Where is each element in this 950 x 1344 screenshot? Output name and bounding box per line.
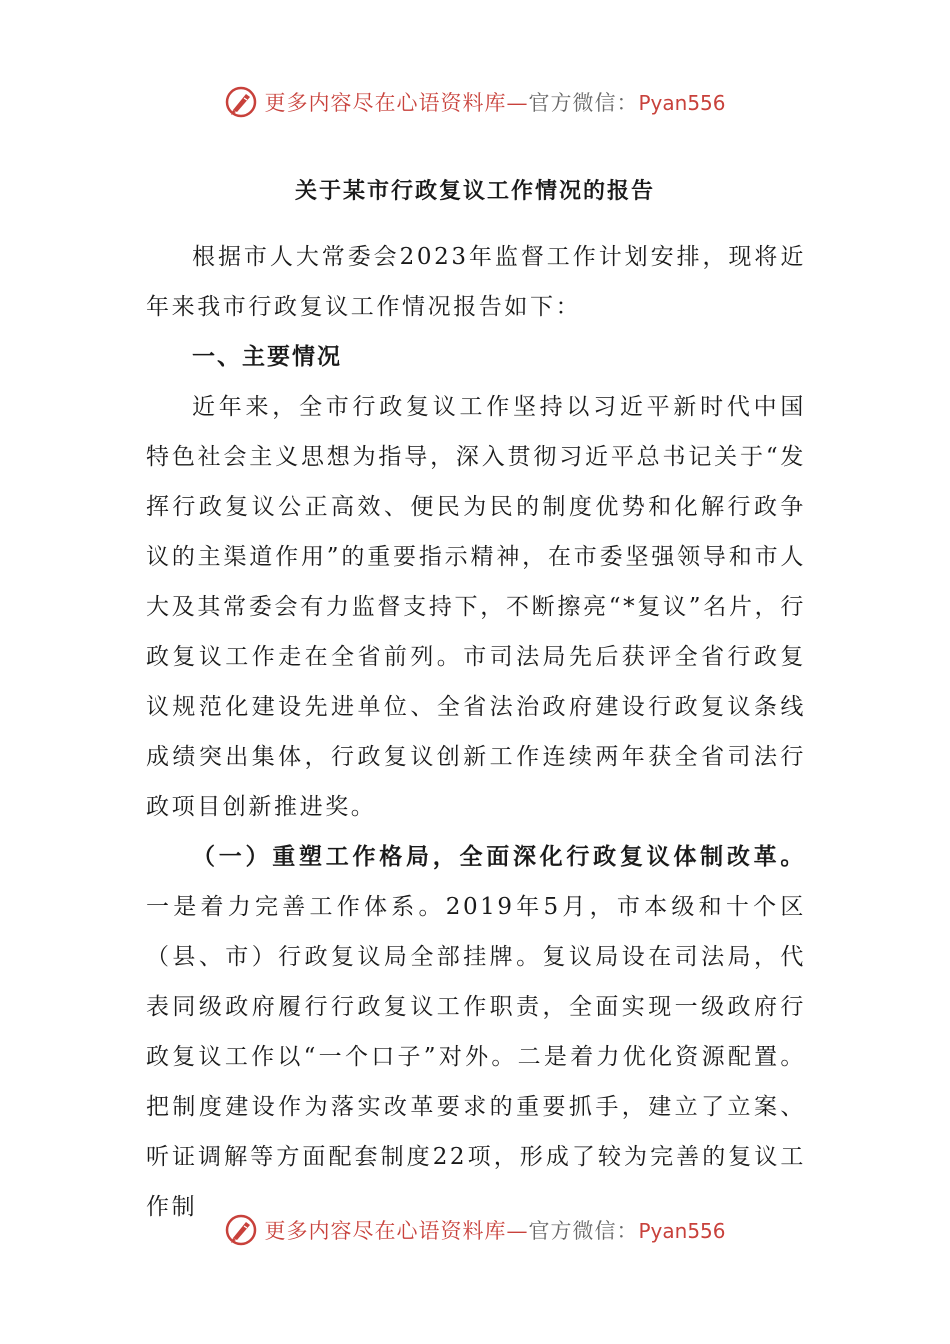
banner-wechat-label: 官方微信： bbox=[528, 1219, 639, 1243]
subsection-paragraph bbox=[146, 832, 806, 1232]
header-banner bbox=[0, 82, 950, 122]
banner-text bbox=[264, 87, 725, 117]
section-paragraph: 近年来，全市行政复议工作坚持以习近平新时代中国特色社会主义思想为指导，深入贯彻习近平总书记关于“发挥行政复议公正高效、便民为民的制度优势和化解行政争议的主渠道作用”的重要指示精神，在市委坚强领导和市人大及其常委会有力监督支持下，不断擦亮“*复议”名片，行政复议工作走在全省前列。市司法局先后获评全省行政复议规范化建设先进单位、全省法治政府建设行政复议条线成绩突出集体，行政复议创新工作连续两年获全省司法行政项目创新推进奖。 bbox=[146, 394, 806, 820]
intro-paragraph: 根据市人大常委会2023年监督工作计划安排，现将近年来我市行政复议工作情况报告如下： bbox=[146, 244, 806, 320]
document-body bbox=[146, 232, 806, 1232]
banner-slogan: 更多内容尽在心语资料库 bbox=[264, 91, 507, 115]
quill-pen-logo-icon bbox=[224, 1213, 258, 1247]
banner-dash: — bbox=[506, 91, 529, 115]
footer-banner bbox=[0, 1210, 950, 1250]
subsection-body: 一是着力完善工作体系。2019年5月，市本级和十个区（县、市）行政复议局全部挂牌。复议局设在司法局，代表同级政府履行行政复议工作职责，全面实现一级政府行政复议工作以“一个口子”对外。二是着力优化资源配置。把制度建设作为落实改革要求的重要抓手，建立了立案、听证调解等方面配套制度22项，形成了较为完善的复议工作制 bbox=[146, 894, 806, 1220]
banner-slogan: 更多内容尽在心语资料库 bbox=[264, 1219, 507, 1243]
banner-text bbox=[264, 1215, 725, 1245]
banner-wechat-id: Pyan556 bbox=[638, 1219, 726, 1243]
banner-wechat-id: Pyan556 bbox=[638, 91, 726, 115]
section-heading: 一、主要情况 bbox=[192, 344, 342, 370]
banner-dash: — bbox=[506, 1219, 529, 1243]
quill-pen-logo-icon bbox=[224, 85, 258, 119]
document-title: 关于某市行政复议工作情况的报告 bbox=[294, 178, 655, 204]
banner-wechat-label: 官方微信： bbox=[528, 91, 639, 115]
subsection-lead: （一）重塑工作格局，全面深化行政复议体制改革。 bbox=[192, 843, 806, 870]
